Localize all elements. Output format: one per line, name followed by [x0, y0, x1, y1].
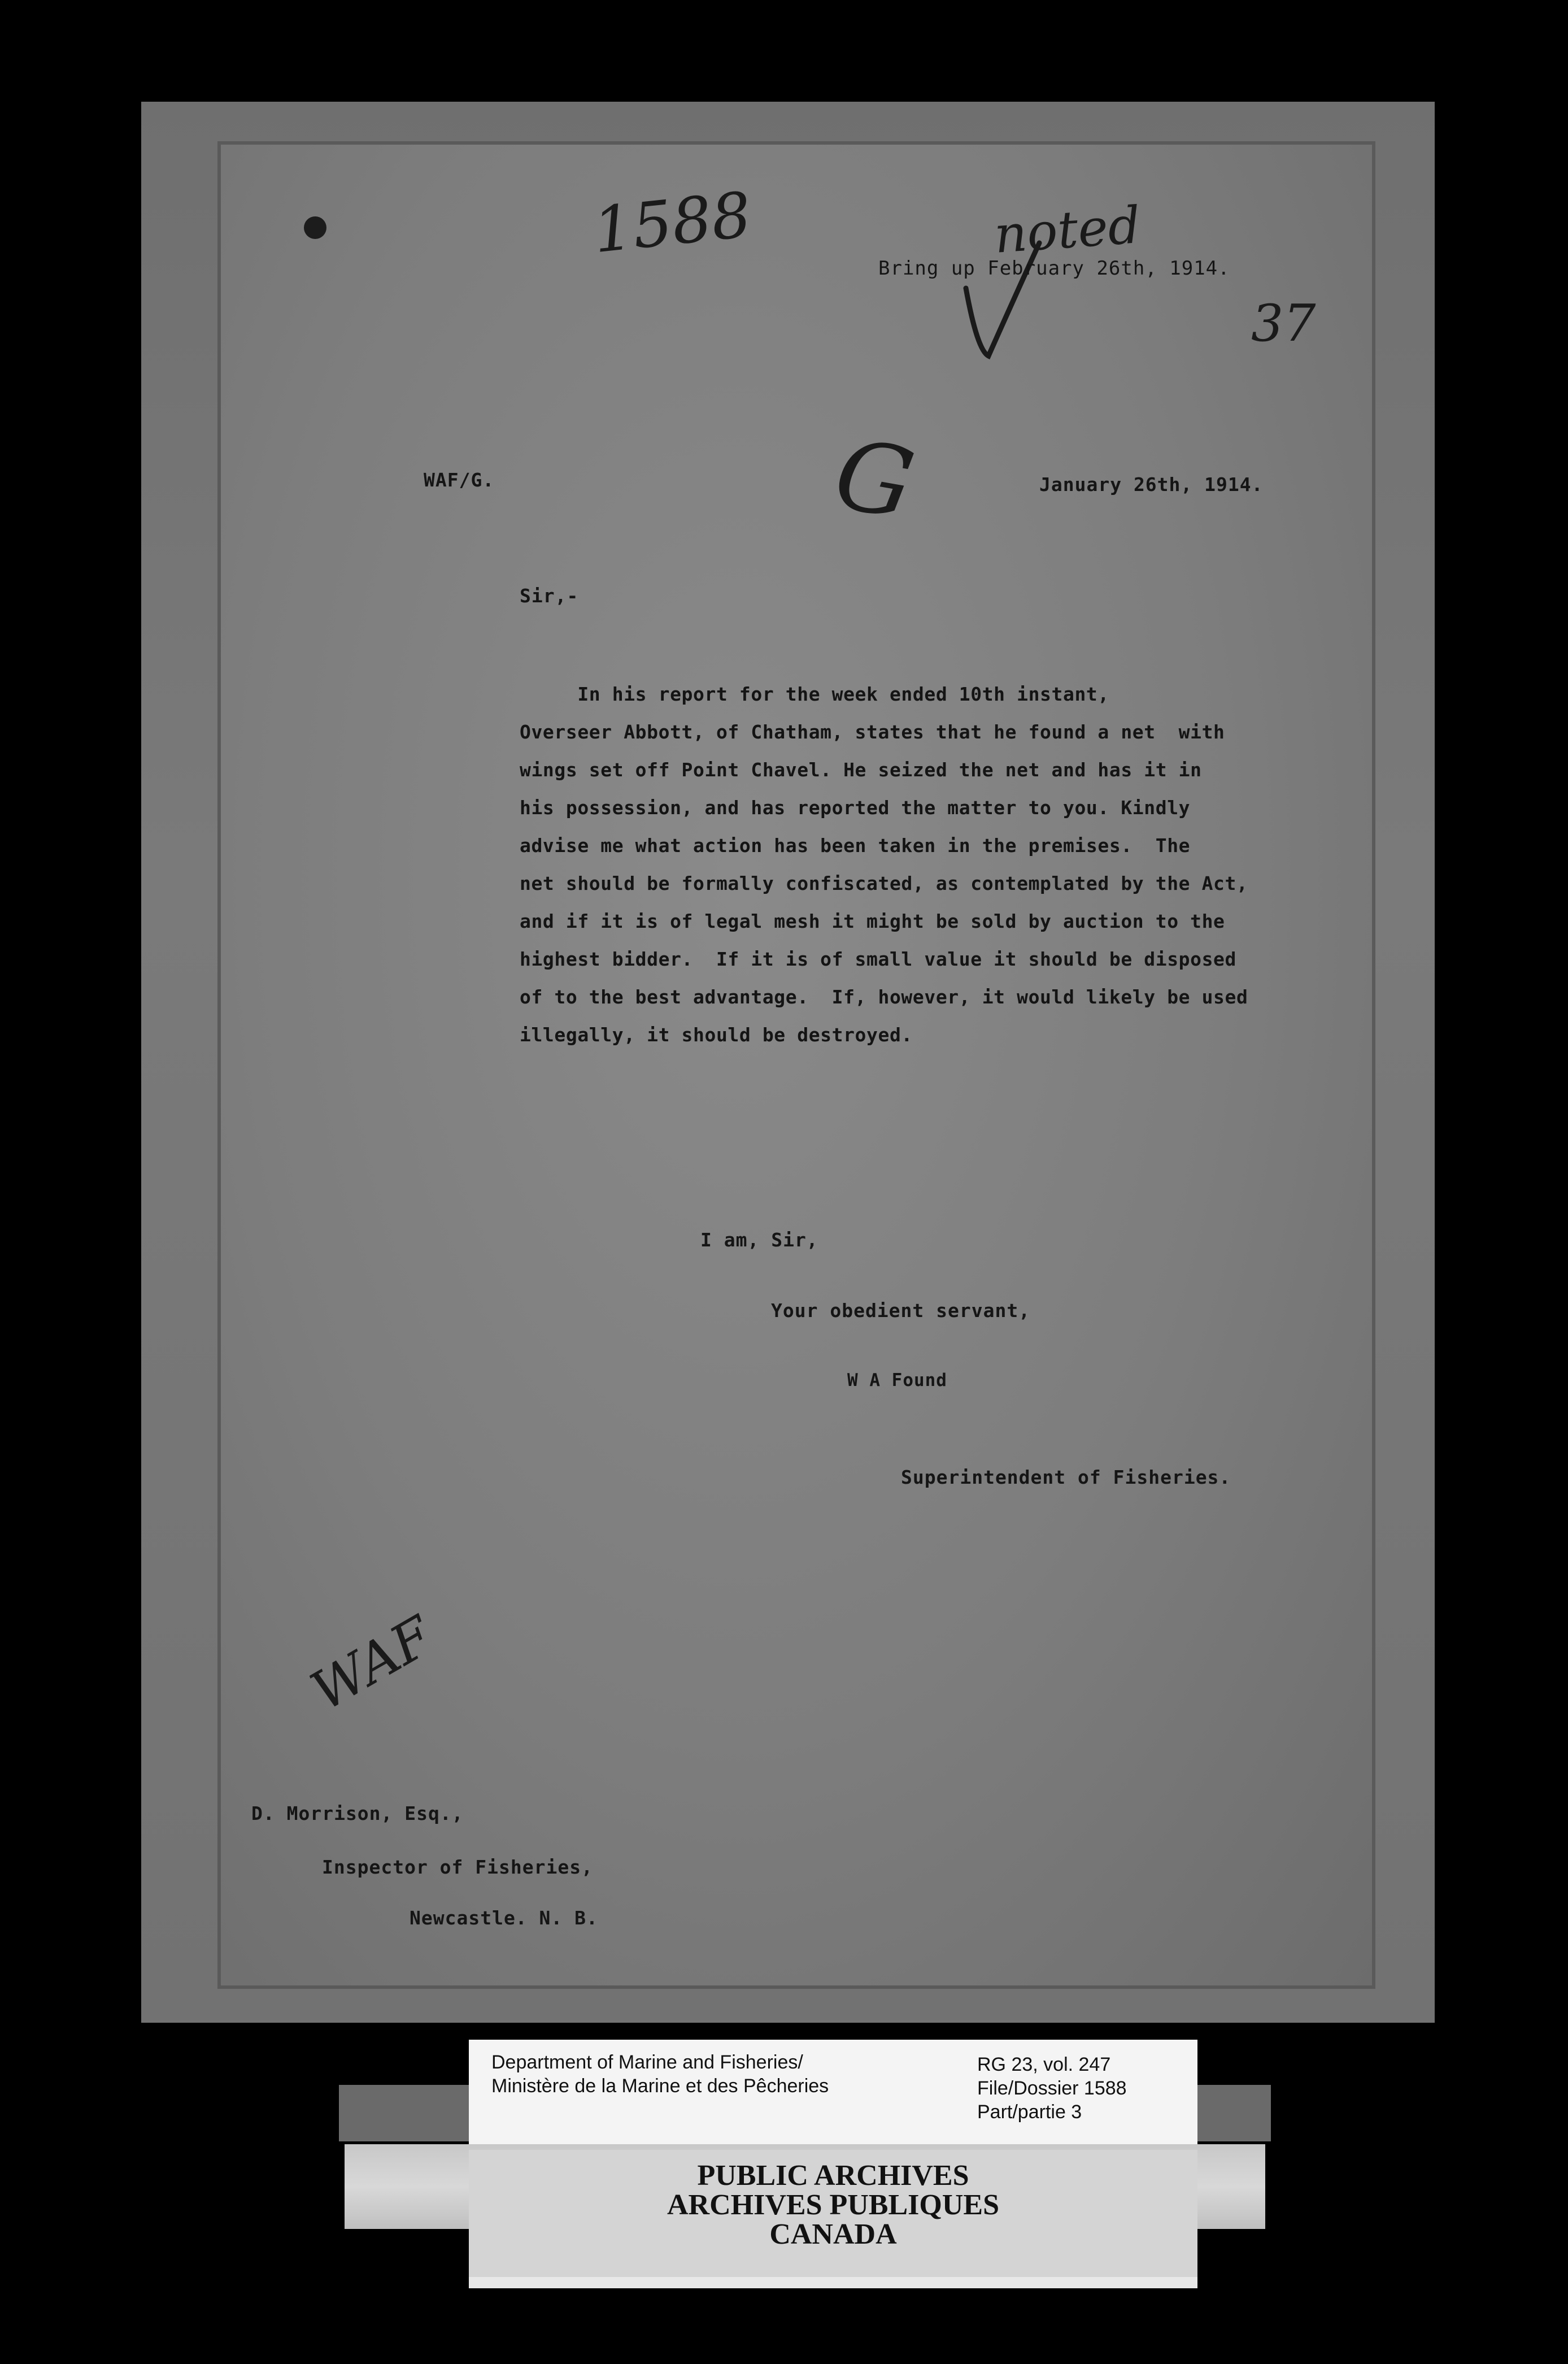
archives-country: CANADA [769, 2218, 897, 2250]
archives-stamp [469, 2150, 1197, 2280]
label-department-fr: Ministère de la Marine et des Pêcheries [491, 2075, 829, 2097]
label-rg: RG 23, vol. 247 [977, 2054, 1111, 2075]
label-file: File/Dossier 1588 [977, 2078, 1127, 2099]
recipient-location: Newcastle. N. B. [410, 1907, 598, 1929]
handwritten-noted: noted [992, 195, 1143, 265]
handwritten-initials: WAF [300, 1605, 443, 1723]
closing-servant: Your obedient servant, [771, 1300, 1031, 1322]
recipient-name: D. Morrison, Esq., [251, 1802, 464, 1824]
body-line: Overseer Abbott, of Chatham, states that he found a net with [520, 721, 1225, 743]
body-line: and if it is of legal mesh it might be sold by auction to the [520, 910, 1225, 932]
letter-sheet [217, 141, 1375, 1989]
label-part: Part/partie 3 [977, 2101, 1082, 2123]
punch-hole [304, 216, 326, 239]
letter-date: January 26th, 1914. [1039, 473, 1264, 496]
letter-body [520, 675, 1310, 1054]
handwritten-check-mark [955, 237, 1045, 362]
body-line: highest bidder. If it is of small value it should be disposed [520, 948, 1236, 970]
body-line: net should be formally confiscated, as contemplated by the Act, [520, 872, 1248, 894]
signature: W A Found [847, 1370, 947, 1390]
salutation: Sir,- [520, 585, 579, 607]
bring-up-line: Bring up February 26th, 1914. [878, 257, 1230, 280]
handwritten-file-number: 1588 [590, 178, 755, 267]
body-line: of to the best advantage. If, however, it would likely be used [520, 986, 1248, 1008]
reference-code: WAF/G. [424, 469, 495, 491]
handwritten-initial-mark: G [826, 418, 922, 542]
body-line: illegally, it should be destroyed. [520, 1024, 913, 1046]
body-line: In his report for the week ended 10th instant, [520, 683, 1109, 705]
closing: I am, Sir, [700, 1229, 818, 1251]
body-line: advise me what action has been taken in the premises. The [520, 835, 1191, 857]
archives-en: PUBLIC ARCHIVES [697, 2159, 969, 2192]
body-line: his possession, and has reported the matter to you. Kindly [520, 797, 1191, 819]
archives-fr: ARCHIVES PUBLIQUES [667, 2189, 1000, 2221]
handwritten-page-number: 37 [1251, 294, 1316, 353]
signer-title: Superintendent of Fisheries. [901, 1466, 1231, 1488]
recipient-title: Inspector of Fisheries, [322, 1856, 593, 1878]
body-line: wings set off Point Chavel. He seized the net and has it in [520, 759, 1202, 781]
label-department-en: Department of Marine and Fisheries/ [491, 2052, 803, 2073]
label-bottom-strip [469, 2277, 1197, 2288]
